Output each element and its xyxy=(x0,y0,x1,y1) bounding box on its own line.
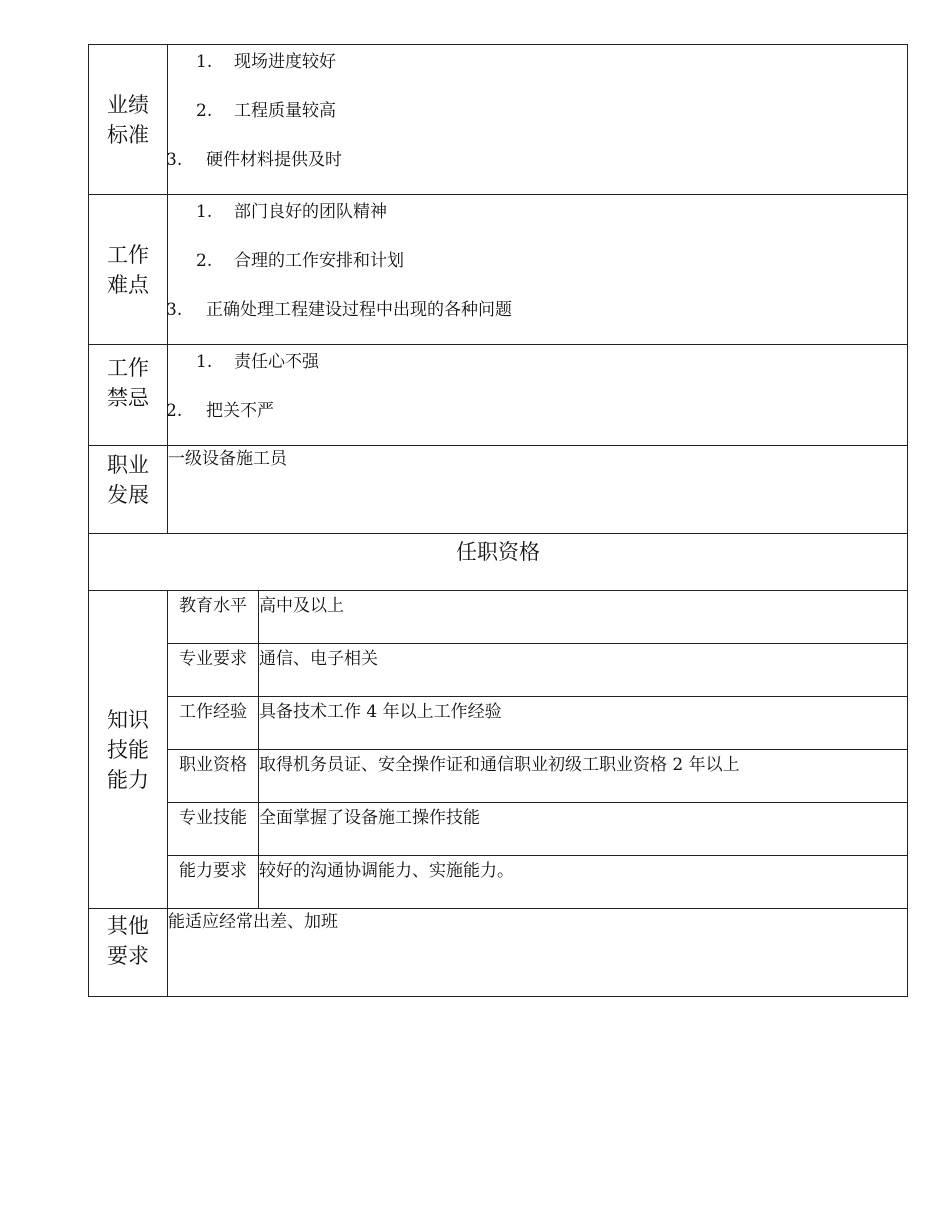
work-experience-label: 工作经验 xyxy=(168,697,259,750)
list-item: 1. 责任心不强 xyxy=(196,352,319,372)
table-row xyxy=(89,750,908,803)
list-item: 1. 部门良好的团队精神 xyxy=(196,202,387,222)
label-performance-standards: 业绩 标准 xyxy=(89,45,168,195)
label-other-requirements: 其他 要求 xyxy=(89,909,168,997)
table-row xyxy=(89,803,908,856)
row-career-development xyxy=(89,446,908,534)
row-other-requirements xyxy=(89,909,908,997)
list-item: 3. 正确处理工程建设过程中出现的各种问题 xyxy=(166,300,512,320)
professional-skills-label: 专业技能 xyxy=(168,803,259,856)
table-row xyxy=(89,591,908,644)
professional-qualification-value: 取得机务员证、安全操作证和通信职业初级工职业资格 2 年以上 xyxy=(259,750,908,803)
ability-requirement-value: 较好的沟通协调能力、实施能力。 xyxy=(259,856,908,909)
performance-standards-list xyxy=(168,45,908,195)
career-development-text: 一级设备施工员 xyxy=(168,446,908,534)
row-performance-standards xyxy=(89,45,908,195)
professional-qualification-label: 职业资格 xyxy=(168,750,259,803)
ability-requirement-label: 能力要求 xyxy=(168,856,259,909)
table-row xyxy=(89,644,908,697)
list-item: 1. 现场进度较好 xyxy=(196,52,336,72)
list-item: 2. 把关不严 xyxy=(166,401,274,421)
list-item: 3. 硬件材料提供及时 xyxy=(166,150,342,170)
work-experience-value: 具备技术工作 4 年以上工作经验 xyxy=(259,697,908,750)
qualification-header: 任职资格 xyxy=(89,534,908,591)
education-level-value: 高中及以上 xyxy=(259,591,908,644)
major-requirement-value: 通信、电子相关 xyxy=(259,644,908,697)
education-level-label: 教育水平 xyxy=(168,591,259,644)
row-work-taboos xyxy=(89,345,908,446)
work-taboos-list xyxy=(168,345,908,446)
job-description-table xyxy=(88,44,908,997)
other-requirements-text: 能适应经常出差、加班 xyxy=(168,909,908,997)
row-qualification-header xyxy=(89,534,908,591)
label-career-development: 职业 发展 xyxy=(89,446,168,534)
list-item: 2. 合理的工作安排和计划 xyxy=(196,251,404,271)
label-knowledge-skills: 知识 技能 能力 xyxy=(89,591,168,909)
label-work-taboos: 工作 禁忌 xyxy=(89,345,168,446)
professional-skills-value: 全面掌握了设备施工操作技能 xyxy=(259,803,908,856)
row-work-difficulties xyxy=(89,195,908,345)
work-difficulties-list xyxy=(168,195,908,345)
list-item: 2. 工程质量较高 xyxy=(196,101,336,121)
table-row xyxy=(89,856,908,909)
major-requirement-label: 专业要求 xyxy=(168,644,259,697)
label-work-difficulties: 工作 难点 xyxy=(89,195,168,345)
table-row xyxy=(89,697,908,750)
